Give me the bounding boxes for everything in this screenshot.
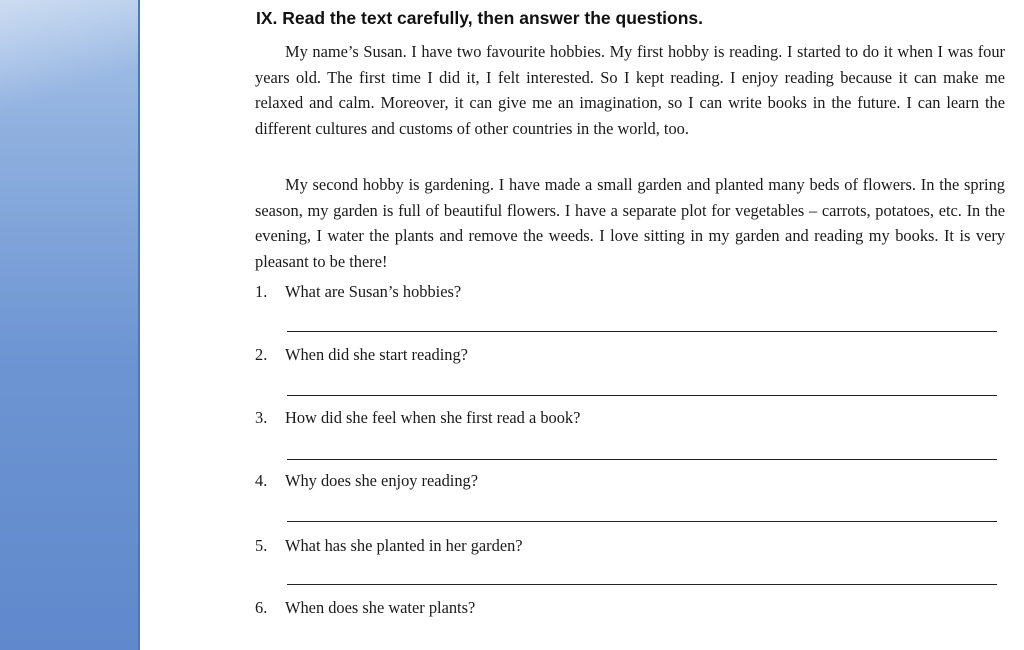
question-text: When did she start reading? [285, 345, 468, 364]
question-text: What are Susan’s hobbies? [285, 282, 462, 301]
reading-paragraph-2: My second hobby is gardening. I have made a small garden and planted many beds of flowers. In the spring season, my garden is full of beautiful flowers. I have a separate plot for vegetables – carrots, potatoes, etc. In the evening, I water the plants and remove the weeds. I love sitting in my garden and reading my books. It is very pleasant to be there! [255, 175, 1005, 271]
question-text: Why does she enjoy reading? [285, 471, 478, 490]
document-page [142, 0, 1024, 650]
sidebar-sheen [0, 0, 140, 117]
question-text: What has she planted in her garden? [285, 536, 523, 555]
question-number: 4. [255, 471, 268, 490]
question-6 [255, 598, 475, 618]
question-text: When does she water plants? [285, 598, 476, 617]
question-number: 5. [255, 536, 268, 555]
answer-line-2[interactable] [287, 395, 997, 396]
sidebar-edge [138, 0, 140, 650]
answer-line-5[interactable] [287, 584, 997, 585]
question-number: 6. [255, 598, 268, 617]
question-3 [255, 408, 580, 428]
question-2 [255, 345, 468, 365]
answer-line-4[interactable] [287, 521, 997, 522]
question-5 [255, 536, 523, 556]
answer-line-3[interactable] [287, 459, 997, 460]
question-number: 3. [255, 408, 268, 427]
question-number: 1. [255, 282, 268, 301]
exercise-heading: IX. Read the text carefully, then answer the questions. [256, 8, 704, 28]
document-sidebar [0, 0, 140, 650]
question-text: How did she feel when she first read a book? [285, 408, 581, 427]
answer-line-1[interactable] [287, 331, 997, 332]
question-4 [255, 471, 478, 491]
question-1 [255, 282, 461, 302]
reading-paragraph-1: My name’s Susan. I have two favourite hobbies. My first hobby is reading. I started to do it when I was four years old. The first time I did it, I felt interested. So I kept reading. I enjoy reading because it can make me relaxed and calm. Moreover, it can give me an imagination, so I can write books in the future. I can learn the different cultures and customs of other countries in the world, too. [255, 42, 1005, 138]
question-number: 2. [255, 345, 268, 364]
